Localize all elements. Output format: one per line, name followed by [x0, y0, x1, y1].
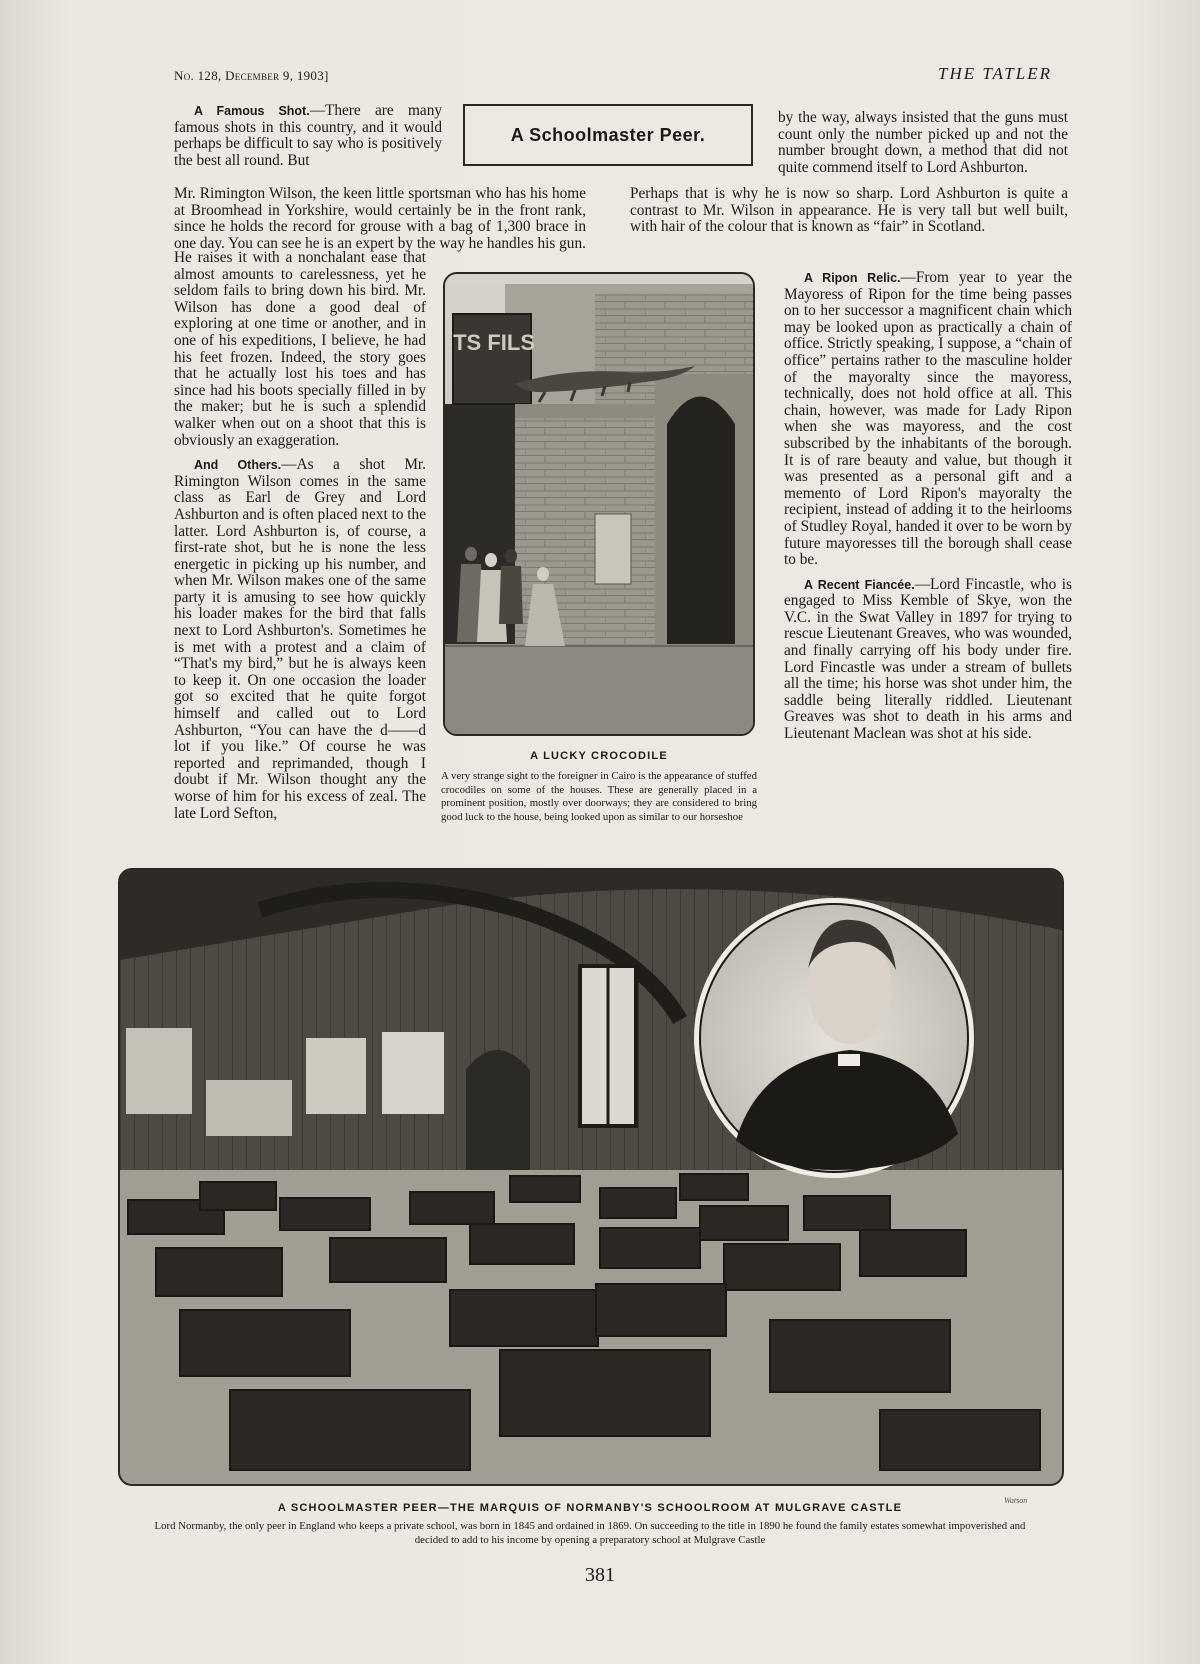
left-column: He raises it with a nonchalant ease that almost amounts to carelessness, yet he seldom fails to bring down his bird. Mr. Wilson has done a good deal of exploring at one time or another, and in one of his expeditions, I believe, he had his feet frozen. Indeed, the story goes that he actually lost his toes and has since had his boots specially filled in by the maker; but he is such a splendid walker when out on a shoot that this is obviously an exaggeration. And Others.—As a shot Mr. Rimington Wilson comes in the same class as Earl de Grey and Lord Ashburton and is often placed next to the latter. Lord Ashburton is, of course, a first-rate shot, but he is none the less energetic in picking up his number, and when Mr. Wilson makes one of the same party it is amusing to see how quickly his loader makes for the bird that falls next to Lord Ashburton's. Sometimes he is met with a protest and a claim of “That's my bird,” but he is always keen to keep it. On one occasion the loader got so excited that he quite forgot himself and called out to Lord Ashburton, “You can have the d——d lot if you like.” Of course he was reported and reprimanded, though I doubt if Mr. Wilson thought any the worse of him for his excess of zeal. The late Lord Sefton,: [174, 249, 426, 822]
crocodile-photo: [443, 272, 755, 736]
photo-credit: Watson: [1004, 1496, 1028, 1505]
right-column: [784, 270, 1072, 747]
page-number: 381: [585, 1564, 615, 1586]
recent-fiancee-text: —Lord Fincastle, who is engaged to Miss Kemble of Skye, won the V.C. in the Swat Valley in 1897 for trying to rescue Lieutenant Greaves, who was wounded, and finally carrying off his body under fire. Lord Fincastle was under a stream of bullets all the time; his horse was shot under him, the saddle being literally riddled. Lieutenant Greaves was shot to death in his arms and Lieutenant Maclean was shot at his side.: [784, 575, 1072, 743]
article-title: A Schoolmaster Peer.: [510, 124, 706, 145]
page-header: [174, 64, 1052, 88]
schoolroom-illustration: [120, 870, 1062, 1484]
cairo-street-illustration: [445, 274, 753, 734]
famous-shot-lead: A Famous Shot.: [194, 104, 310, 118]
schoolroom-photo: [118, 868, 1064, 1486]
continuation-paragraph: by the way, always insisted that the guns must count only the number picked up and not the number brought down, a method that did not quite commend itself to Lord Ashburton.: [778, 109, 1068, 176]
continuation-paragraph-wide: Perhaps that is why he is now so sharp. Lord Ashburton is quite a contrast to Mr. Wilson in appearance. He is very tall but well built, with hair of the colour that is known as “fair” in Scotland.: [630, 185, 1068, 236]
shop-sign: ITS FILS: [447, 330, 535, 355]
schoolroom-caption-title: A SCHOOLMASTER PEER—THE MARQUIS OF NORMANBY'S SCHOOLROOM AT MULGRAVE CASTLE: [277, 1502, 903, 1514]
schoolroom-caption: Lord Normanby, the only peer in England who keeps a private school, was born in 1845 and ordained in 1869. On succeeding to the title in 1890 he found the family estates somewhat impoverished and decided to add to his income by opening a preparatory school at Mulgrave Castle: [154, 1520, 1026, 1546]
famous-shot-paragraph-top: A Famous Shot.—There are many famous shots in this country, and it would perhaps be difficult to say who is positively the best all round. But: [174, 102, 442, 169]
magazine-title: THE TATLER: [938, 64, 1052, 83]
ripon-relic-text: —From year to year the Mayoress of Ripon for the time being passes on to her successor a magnificent chain which may be looked upon as practically a chain of office. Strictly speaking, I suppose, a “chain of office” pertains rather to the masculine holder of the mayoralty since the mayoress, technically, does not hold office at all. This chain, however, was made for Lady Ripon when she was mayoress, and the cost subscribed by the inhabitants of the borough. It is of rare beauty and value, but though it was presented as a personal gift and a memento of Lord Ripon's mayoralty the recipient, instead of adding it to the heirlooms of Studley Royal, handed it over to be worn by future mayoresses till the borough shall cease to be.: [784, 269, 1072, 569]
issue-line: No. 128, December 9, 1903]: [174, 68, 329, 83]
article-title-box: [463, 104, 753, 166]
and-others-lead: And Others.: [194, 458, 282, 473]
ripon-relic-lead: A Ripon Relic.: [804, 271, 901, 285]
crocodile-caption-title: A LUCKY CROCODILE: [530, 750, 668, 762]
and-others-text: —As a shot Mr. Rimington Wilson comes in the same class as Earl de Grey and Lord Ashburton and is often placed next to the latter. Lord Ashburton is, of course, a first-rate shot, but he is none the less energetic in picking up his number, and when Mr. Wilson makes one of the same party it is amusing to see how quickly his loader makes for the bird that falls next to Lord Ashburton's. Sometimes he is met with a protest and a claim of “That's my bird,” but he is always keen to keep it. On one occasion the loader got so excited that he quite forgot himself and called out to Lord Ashburton, “You can have the d——d lot if you like.” Of course he was reported and reprimanded, though I doubt if Mr. Wilson thought any the worse of him for his excess of zeal. The late Lord Sefton,: [174, 456, 426, 822]
famous-shot-paragraph-wide: Mr. Rimington Wilson, the keen little sportsman who has his home at Broomhead in Yorkshire, would certainly be in the front rank, since he holds the record for grouse with a bag of 1,300 brace in one day. You can see he is an expert by the way he handles his gun.: [174, 185, 586, 252]
recent-fiancee-lead: A Recent Fiancée.: [804, 577, 915, 592]
crocodile-caption: A very strange sight to the foreigner in Cairo is the appearance of stuffed crocodiles on some of the houses. These are generally placed in a prominent position, mostly over doorways; they are considered to bring good luck to the house, being looked upon as similar to our horseshoe: [441, 770, 757, 823]
